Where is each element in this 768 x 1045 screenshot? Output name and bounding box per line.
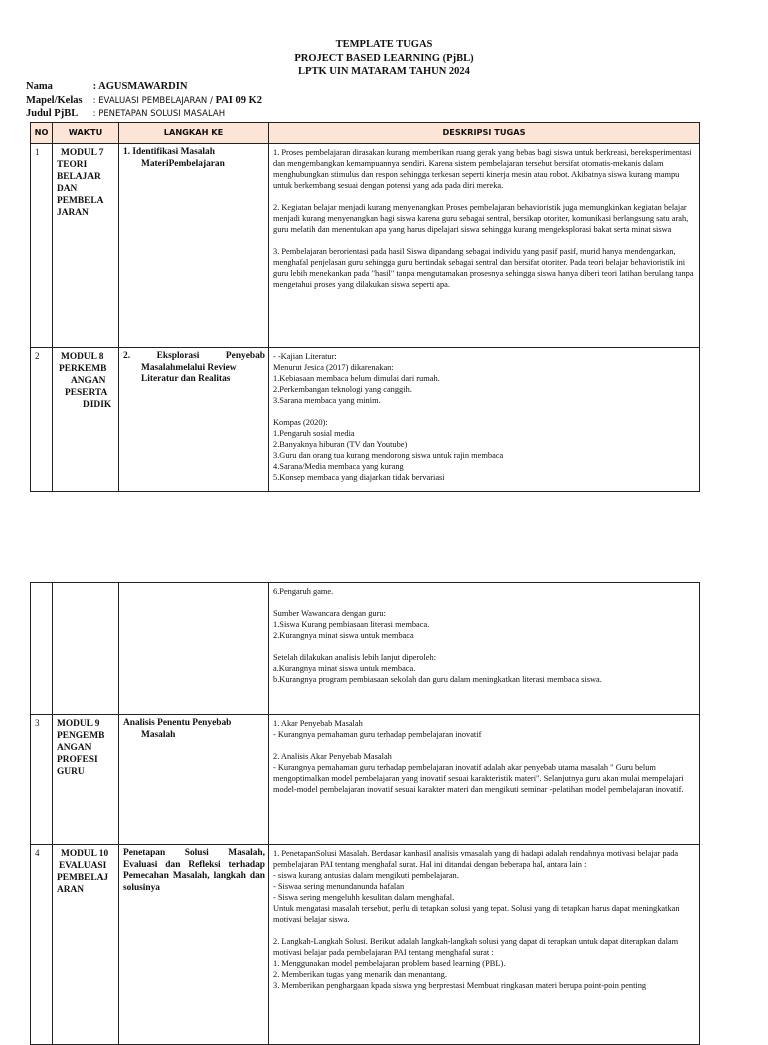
row-number: 2 (31, 348, 53, 492)
row-number: 4 (31, 845, 53, 1045)
col-header-deskripsi: DESKRIPSI TUGAS (269, 123, 700, 144)
task-table-page-2 (30, 582, 700, 1045)
mapel-label: Mapel/Kelas (26, 95, 83, 106)
row-langkah: Analisis Penentu Penyebab Masalah (119, 715, 269, 845)
row-waktu: MODUL 7 TEORI BELAJAR DAN PEMBELA JARAN (53, 144, 119, 348)
mapel-value-class: PAI 09 K2 (215, 95, 263, 106)
judul-label: Judul PjBL (26, 108, 79, 119)
row-number (31, 583, 53, 715)
row-langkah: 1. Identifikasi Masalah MateriPembelajaran (119, 144, 269, 348)
nama-label: Nama (26, 81, 53, 92)
col-header-waktu: WAKTU (53, 123, 119, 144)
row-deskripsi: 1. Akar Penyebab Masalah - Kurangnya pemahaman guru terhadap pembelajaran inovatif 2. Analisis Akar Penyebab Masalah - Kurangnya pemahaman guru terhadap pembelajaran inovatif adalah akar penyebab utama masalah " Guru belum mengoptimalkan model pembelajaran yang inovatif sesuai karakteristik materi". Selanjutnya guru akan mulai mempelajari model-model pembelajaran inovatif sesuai karakter materi dan mengikuti seminar -pelatihan model pembelajaran inovatif. (269, 715, 700, 845)
col-header-langkah: LANGKAH KE (119, 123, 269, 144)
col-header-no: NO (31, 123, 53, 144)
header-line-1: TEMPLATE TUGAS (335, 39, 433, 50)
table-row (31, 583, 700, 715)
meta-mapel (26, 94, 262, 108)
mapel-value: : EVALUASI PEMBELAJARAN / (92, 96, 216, 106)
table-header-row (31, 123, 700, 144)
row-waktu: MODUL 9 PENGEMB ANGAN PROFESI GURU (53, 715, 119, 845)
meta-judul (26, 107, 225, 121)
row-number: 1 (31, 144, 53, 348)
header-line-3: LPTK UIN MATARAM TAHUN 2024 (298, 66, 470, 77)
judul-value: : PENETAPAN SOLUSI MASALAH (92, 109, 226, 119)
row-langkah: 2. Eksplorasi Penyebab Masalahmelalui Review Literatur dan Realitas (119, 348, 269, 492)
row-deskripsi: 1. PenetapanSolusi Masalah. Berdasar kanhasil analisis vmasalah yang di hadapi adalah rendahnya motivasi belajar pada pembelajaran PAI tentang menghafal surat. Hal ini ditandai dengan beberapa hal, antara lain : - siswa kurang antusias dalam mengikuti pembelajaran. - Siswaa sering menundanunda hafalan - Siswa sering mengeluhh kesulitan dalam menghafal. Untuk mengatasi masalah tersebut, perlu di tetapkan solusi yang tepat. Solusi yang di tetapkan harus dapat meningkatkan motivasi belajar siswa. 2. Langkah-Langkah Solusi. Berikut adalah langkah-langkah solusi yang dapat di terapkan untuk dapat diterapkan dalam motivasi belajar pada pembelajaran PAI tentang menghafal surat : 1. Menggunakan model pembelajaran problem based learning (PBL). 2. Memberikan tugas yang menarik dan menantang. 3. Memberikan penghargaan kpada siswa yng berprestasi Membuat ringkasan materi berupa point-poin penting (269, 845, 700, 1045)
document-header (0, 38, 768, 79)
table-row (31, 715, 700, 845)
header-line-2: PROJECT BASED LEARNING (PjBL) (294, 52, 474, 64)
table-row (31, 845, 700, 1045)
row-deskripsi: 6.Pengaruh game. Sumber Wawancara dengan guru: 1.Siswa Kurang pembiasaan literasi membaca. 2.Kurangnya minat siswa untuk membaca Setelah dilakukan analisis lebih lanjut diperoleh: a.Kurangnya minat siswa untuk membaca. b.Kurangnya program pembiasaan sekolah dan guru dalam meningkatkan literasi membaca siswa. (269, 583, 700, 715)
table-row (31, 144, 700, 348)
langkah-text: Penetapan Solusi Masalah, Evaluasi dan Refleksi terhadap Pemecahan Masalah, langkah dan solusinya (123, 848, 265, 893)
row-number: 3 (31, 715, 53, 845)
row-deskripsi: 1. Proses pembelajaran dirasakan kurang memberikan ruang gerak yang bebas bagi siswa untuk berkreasi, bereksperimentasi dan mengembangkan kemampuannya sendiri. Karena sistem pembelajaran tersebut bersifat otomatis-mekanis dalam menghubungkan stimulus dan respon sehingga terkesan seperti kinerja mesin atau robot. Akibatnya siswa kurang mampu untuk berkembang sesuai dengan potensi yang ada pada diri mereka. 2. Kegiatan belajar menjadi kurang menyenangkan Proses pembelajaran behavioristik juga memungkinkan kegiatan belajar menjadi kurang menyenangkan bagi siswa karena guru sebagai sentral, bersikap otoriter, komunikasi berlangsung satu arah, guru melatih dan menentukan apa yang harus dipelajari siswa sehingga kurang mengeksplorasi bakat serta minat siswa 3. Pembelajaran berorientasi pada hasil Siswa dipandang sebagai individu yang pasif pasif, murid hanya mendengarkan, menghafal penjelasan guru sehingga guru bertindak sebagai sentral dan bersifat otoriter. Pada teori belajar behavioristik ini guru lebih menekankan pada "hasil" tanpa mengutamakan prosesnya sehingga siswa hanya diberi teori latihan berulang tanpa mengetahui proses yang dilakukan siswa seperti apa. (269, 144, 700, 348)
row-langkah (119, 845, 269, 1045)
meta-nama (26, 80, 187, 93)
row-deskripsi: - -Kajian Literatur: Menurut Jesica (2017) dikarenakan: 1.Kebiasaan membaca belum dimulai dari rumah. 2.Perkembangan teknologi yang canggih. 3.Sarana membaca yang minim. Kompas (2020): 1.Pengaruh sosial media 2.Banyaknya hiburan (TV dan Youtube) 3.Guru dan orang tua kurang mendorong siswa untuk rajin membaca 4.Sarana/Media membaca yang kurang 5.Konsep membaca yang diajarkan tidak bervariasi (269, 348, 700, 492)
row-waktu (53, 583, 119, 715)
row-waktu: MODUL 10 EVALUASI PEMBELAJ ARAN (53, 845, 119, 1045)
nama-value: : AGUSMAWARDIN (92, 81, 188, 92)
row-langkah (119, 583, 269, 715)
row-waktu: MODUL 8 PERKEMB ANGAN PESERTA DIDIK (53, 348, 119, 492)
table-row (31, 348, 700, 492)
task-table-page-1 (30, 122, 700, 492)
